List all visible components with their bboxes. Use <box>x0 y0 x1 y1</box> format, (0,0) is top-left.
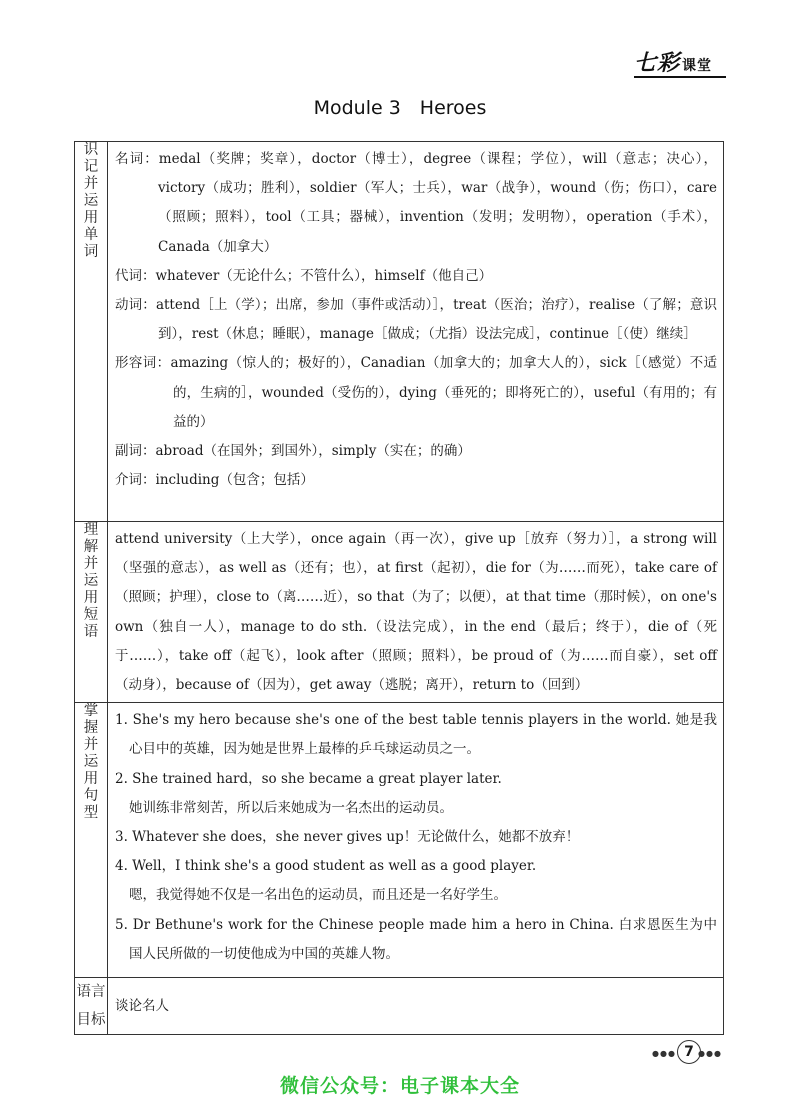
category-words: 识记并运用单词 <box>83 142 99 260</box>
sentence-item: 3. Whatever she does，she never gives up！无论做什么，她都不放弃！ <box>115 829 580 846</box>
pronoun-entry: 代词：whatever（无论什么；不管什么），himself（他自己） <box>115 267 493 284</box>
goal-text: 谈论名人 <box>115 998 169 1015</box>
category-cell <box>75 522 108 703</box>
summary-table <box>74 141 724 1035</box>
sentence-item: 5. Dr Bethune's work for the Chinese people made him a hero in China. 白求恩医生为中国人民所做的一切使他成为中国的英雄人物。 <box>115 916 717 962</box>
adverb-entry: 副词：abroad（在国外；到国外），simply（实在；的确） <box>115 443 471 460</box>
phrases-content <box>108 522 724 703</box>
dots-decoration: ●●● <box>652 1049 676 1058</box>
category-sentences: 掌握并运用句型 <box>83 703 99 822</box>
category-phrases: 理解并运用短语 <box>83 522 99 640</box>
category-goal: 语言目标 <box>76 984 106 1029</box>
sentence-item: 4. Well，I think she's a good student as well as a good player. <box>115 858 537 875</box>
category-cell <box>75 142 108 522</box>
sentence-translation: 嗯，我觉得她不仅是一名出色的运动员，而且还是一名好学生。 <box>129 887 507 904</box>
sentence-item: 2. She trained hard，so she became a great player later. <box>115 770 502 787</box>
brand-logo <box>634 46 726 76</box>
goal-row <box>75 978 724 1035</box>
phrases-row <box>75 522 724 703</box>
noun-entry: 名词：medal（奖牌；奖章），doctor（博士），degree（课程；学位），will（意志；决心），victory（成功；胜利），soldier（军人；士兵），war（战争），wound（伤；伤口），care（照顾；照料），tool（工具；器械），invention（发明；发明物），operation（手术），Canada（加拿大） <box>115 151 717 255</box>
page-number-value: 7 <box>677 1040 701 1064</box>
sentences-content <box>108 703 724 978</box>
adjective-entry: 形容词：amazing（惊人的；极好的），Canadian（加拿大的；加拿大人的），sick［（感觉）不适的，生病的］，wounded（受伤的），dying（垂死的；即将死亡的），useful（有用的；有益的） <box>115 355 717 430</box>
sentences-row <box>75 703 724 978</box>
preposition-entry: 介词：including（包含；包括） <box>115 472 314 489</box>
module-title: Module 3 Heroes <box>313 97 487 119</box>
category-cell <box>75 703 108 978</box>
words-row <box>75 142 724 522</box>
page-number <box>652 1040 722 1064</box>
category-cell <box>75 978 108 1035</box>
sentence-translation: 她训练非常刻苦，所以后来她成为一名杰出的运动员。 <box>129 799 453 816</box>
words-content <box>108 142 724 522</box>
sentence-item: 1. She's my hero because she's one of the best table tennis players in the world. 她是我心目中的英雄，因为她是世界上最棒的乒乓球运动员之一。 <box>115 712 717 758</box>
footer-watermark: 微信公众号：电子课本大全 <box>279 1075 520 1097</box>
brand-logo-text: 七彩 课堂 <box>634 51 713 76</box>
verb-entry: 动词：attend［上（学）；出席，参加（事件或活动）］，treat（医治；治疗），realise（了解；意识到），rest（休息；睡眠），manage［做成；（尤指）设法完成］，continue［（使）继续］ <box>115 297 717 343</box>
brand-underline <box>634 76 726 78</box>
dots-decoration: ●●● <box>698 1049 722 1058</box>
goal-content <box>108 978 724 1035</box>
phrases-text: attend university（上大学），once again（再一次），give up［放弃（努力）］，a strong will（坚强的意志），as well as（还有；也），at first（起初），die for（为……而死），take care of（照顾；护理），close to（离……近），so that（为了；以便），at that time（那时候），on one's own（独自一人），manage to do sth.（设法完成），in the end（最后；终于），die of（死于……），take off（起飞），look after（照顾；照料），be proud of（为……而自豪），set off（动身），because of（因为），get away（逃脱；离开），return to（回到） <box>115 531 717 694</box>
